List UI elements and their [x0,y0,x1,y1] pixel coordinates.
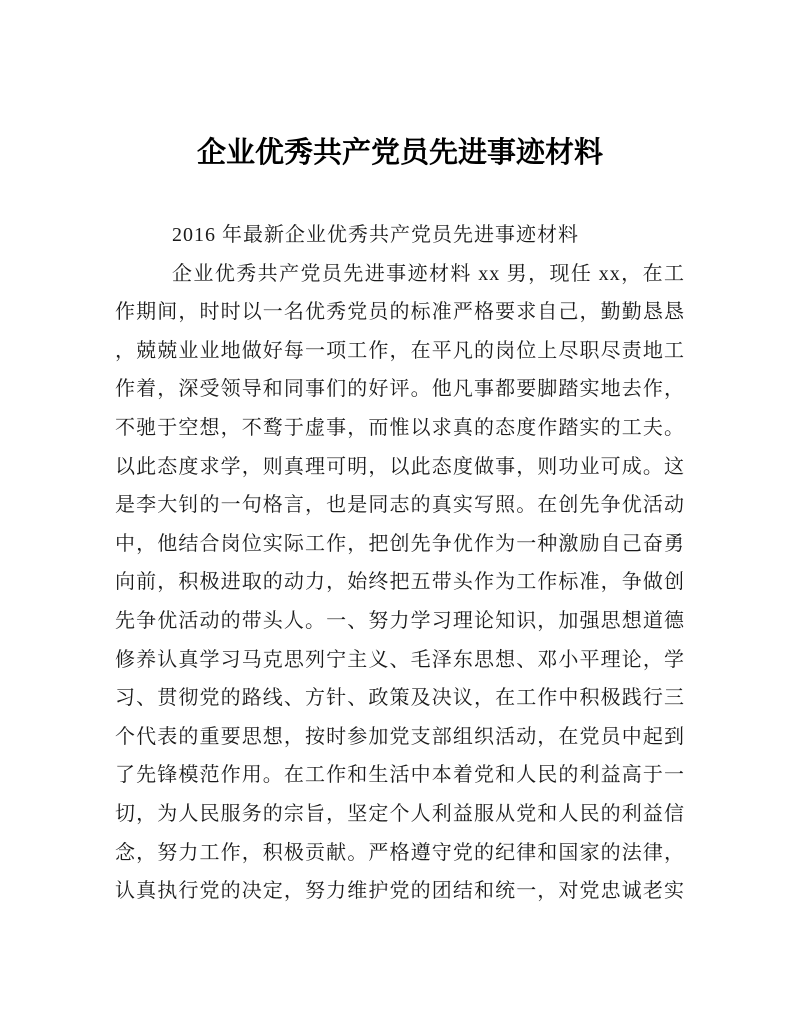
document-subtitle: 2016 年最新企业优秀共产党员先进事迹材料 [172,224,579,246]
body-line: 向前，积极进取的动力，始终把五带头作为工作标准，争做创 [115,571,685,594]
body-line: 中，他结合岗位实际工作，把创先争优作为一种激励自己奋勇 [115,532,685,555]
document-content [115,0,685,911]
body-line: 作期间，时时以一名优秀党员的标准严格要求自己，勤勤恳恳 [115,301,685,324]
document-body [115,255,685,911]
body-line: 修养认真学习马克思列宁主义、毛泽东思想、邓小平理论，学 [115,648,685,671]
body-line: 作着，深受领导和同事们的好评。他凡事都要脚踏实地去作， [115,378,685,401]
body-line: 习、贯彻党的路线、方针、政策及决议，在工作中积极践行三 [115,687,685,710]
body-line: 先争优活动的带头人。一、努力学习理论知识，加强思想道德 [115,609,685,632]
body-line: 以此态度求学，则真理可明，以此态度做事，则功业可成。这 [115,455,685,478]
body-line: 企业优秀共产党员先进事迹材料 xx 男，现任 xx，在工 [172,262,685,285]
document-title: 企业优秀共产党员先进事迹材料 [196,137,603,169]
body-line: 不驰于空想，不鹜于虚事，而惟以求真的态度作踏实的工夫。 [115,416,685,439]
body-line: 认真执行党的决定，努力维护党的团结和统一，对党忠诚老实 [115,880,685,903]
body-line: 了先锋模范作用。在工作和生活中本着党和人民的利益高于一 [115,764,685,787]
body-line: 是李大钊的一句格言，也是同志的真实写照。在创先争优活动 [115,494,685,517]
body-line: 个代表的重要思想，按时参加党支部组织活动，在党员中起到 [115,725,685,748]
body-line: ，兢兢业业地做好每一项工作，在平凡的岗位上尽职尽责地工 [115,339,685,362]
body-line: 切，为人民服务的宗旨，坚定个人利益服从党和人民的利益信 [115,802,685,825]
body-line: 念，努力工作，积极贡献。严格遵守党的纪律和国家的法律， [115,841,685,864]
